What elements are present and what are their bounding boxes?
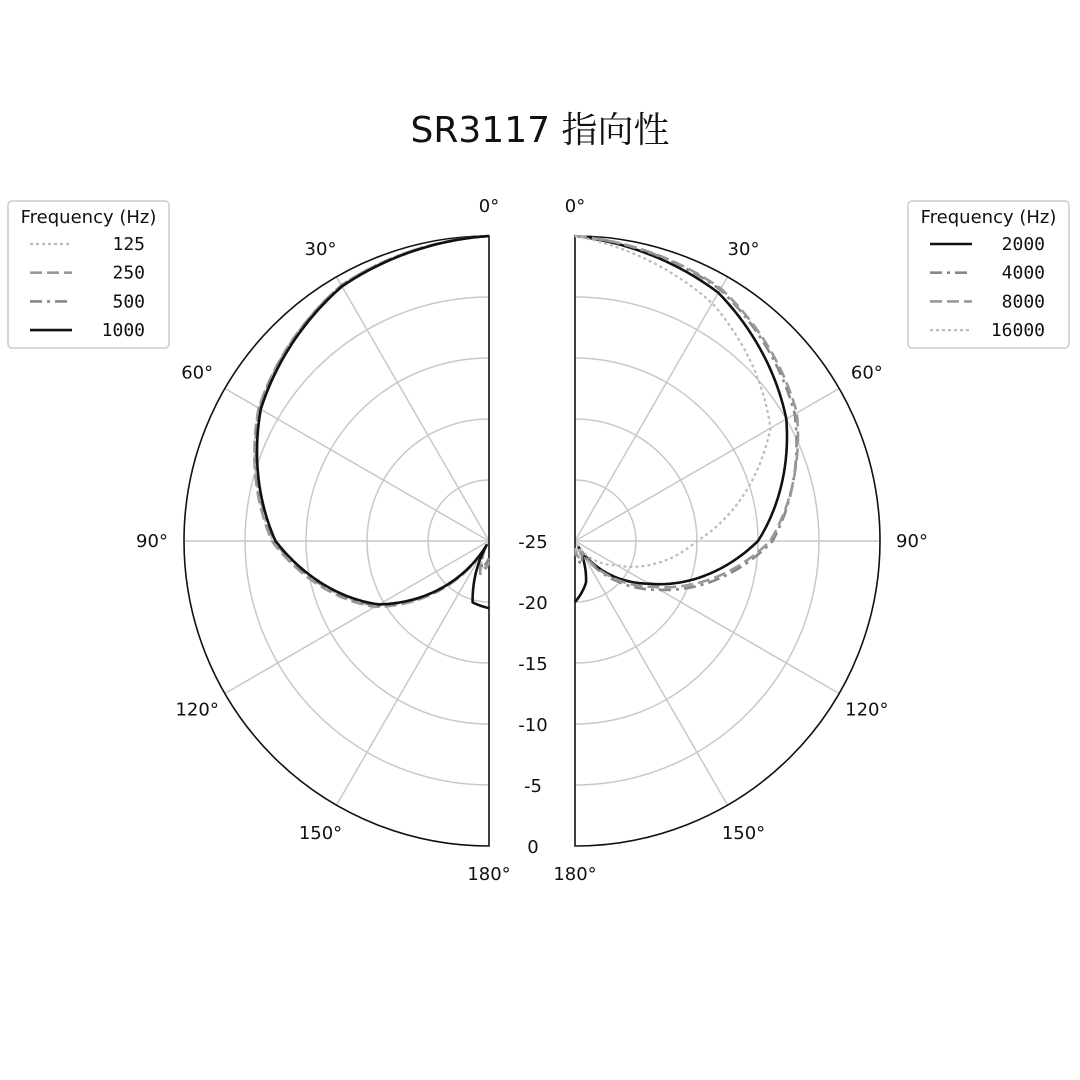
legend-right	[908, 201, 1069, 348]
legend-label-250: 250	[112, 262, 145, 284]
radial-tick-label: 0	[527, 837, 539, 858]
angle-tick-label: 90°	[136, 531, 168, 552]
angle-tick-label: 60°	[850, 362, 883, 384]
legend-title: Frequency (Hz)	[20, 207, 157, 228]
angle-tick-label: 150°	[298, 822, 343, 844]
legend-label-1000: 1000	[101, 320, 145, 342]
chart-title: SR3117 指向性	[410, 110, 670, 151]
radial-tick-label: -15	[518, 654, 548, 675]
angle-tick-label: 30°	[727, 239, 760, 261]
angle-tick-label: 180°	[553, 864, 597, 885]
legend-label-125: 125	[112, 234, 145, 255]
angle-tick-label: 90°	[896, 531, 928, 552]
angle-tick-label: 150°	[721, 822, 766, 844]
angle-tick-label: 60°	[181, 362, 214, 384]
radial-tick-label: -10	[518, 715, 548, 736]
radial-tick-label: -25	[518, 532, 548, 553]
angle-tick-label: 30°	[304, 239, 337, 261]
legend-label-8000: 8000	[1001, 291, 1045, 313]
legend-label-2000: 2000	[1001, 234, 1045, 255]
radial-tick-label: -20	[518, 593, 548, 614]
legend-label-4000: 4000	[1001, 262, 1045, 284]
radial-tick-label: -5	[524, 776, 542, 797]
legend-title: Frequency (Hz)	[920, 207, 1057, 228]
angle-tick-label: 120°	[175, 699, 219, 721]
legend-label-500: 500	[112, 291, 145, 313]
angle-tick-label: 180°	[467, 864, 511, 885]
angle-tick-label: 120°	[845, 699, 889, 721]
angle-tick-label: 0°	[478, 196, 500, 217]
legend-label-16000: 16000	[990, 320, 1045, 342]
legend-left	[8, 201, 169, 348]
angle-tick-label: 0°	[564, 196, 586, 217]
